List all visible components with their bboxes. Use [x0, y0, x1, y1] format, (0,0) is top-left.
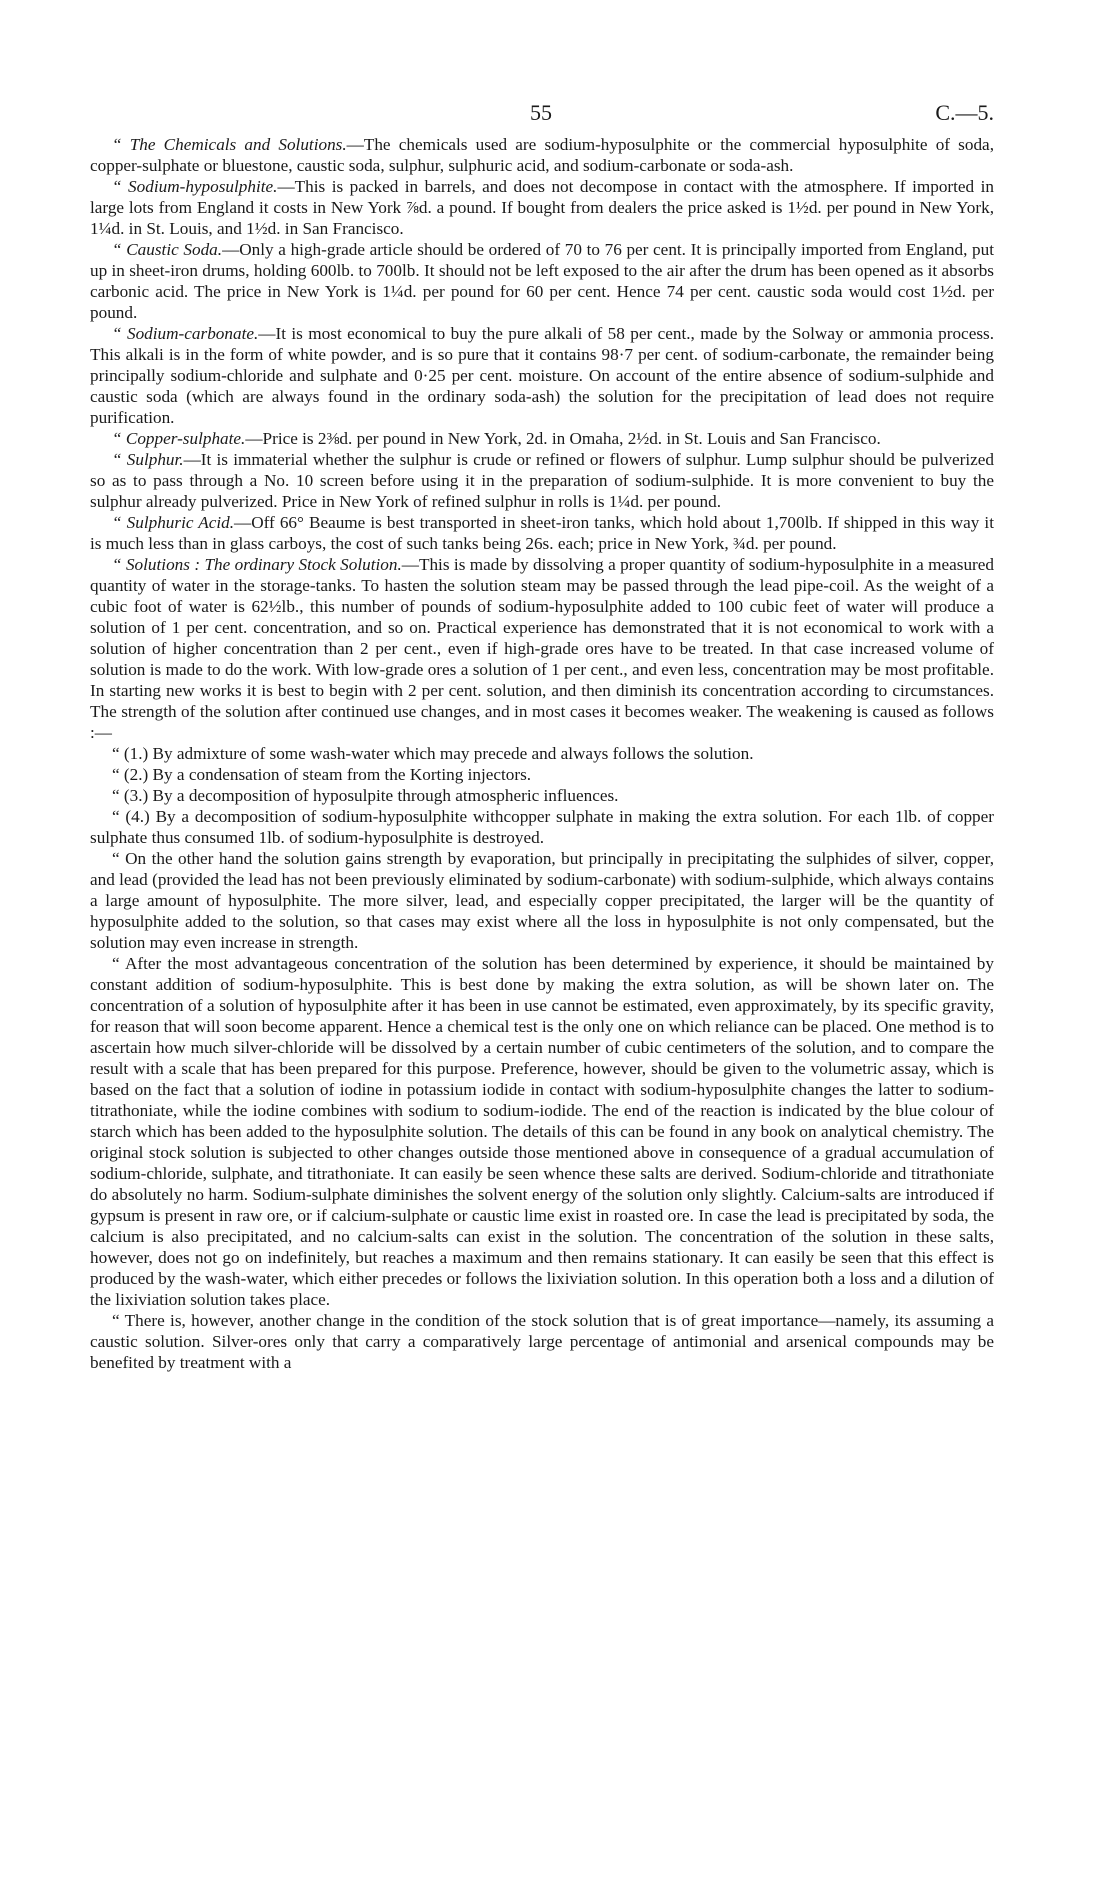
list-item: “ (4.) By a decomposition of sodium-hyposulphite withcopper sulphate in making the extra solution. For each 1lb. of copper sulphate thus consumed 1lb. of sodium-hyposulphite is destroyed.	[90, 807, 994, 847]
paragraph-text: —This is packed in barrels, and does not decompose in contact with the atmosphere. If imported in large lots from England it costs in New York ⅞d. a pound. If bought from dealers the price asked is 1½d. per pound in New York, 1¼d. in St. Louis, and 1½d. in San Francisco.	[90, 177, 995, 238]
paragraph-text: —Price is 2⅜d. per pound in New York, 2d. in Omaha, 2½d. in St. Louis and San Francisco.	[245, 429, 881, 448]
paragraph-caustic-soda	[90, 239, 994, 323]
paragraph-heading: “ Sodium-carbonate.	[112, 324, 259, 343]
document-body	[90, 134, 994, 1373]
paragraph-heading: “ Sulphuric Acid.	[112, 513, 235, 532]
page	[90, 100, 994, 1373]
paragraph-concentration: “ After the most advantageous concentration of the solution has been determined by experience, it should be maintained by constant addition of sodium-hyposulphite. This is best done by making the extra solution, as will be shown later on. The concentration of a solution of hyposulphite after it has been in use cannot be estimated, even approximately, by its specific gravity, for reason that will soon become apparent. Hence a chemical test is the only one on which reliance can be placed. One method is to ascertain how much silver-chloride will be dissolved by a certain number of cubic centimeters of the solution, and to compare the result with a scale that has been prepared for this purpose. Preference, however, should be given to the volumetric assay, which is based on the fact that a solution of iodine in potassium iodide in contact with sodium-hyposulphite changes the latter to sodium-titrathoniate, while the iodine combines with sodium to sodium-iodide. The end of the reaction is indicated by the blue colour of starch which has been added to the hyposulphite solution. The details of this can be found in any book on analytical chemistry. The original stock solution is subjected to other changes outside those mentioned above in consequence of a gradual accumulation of sodium-chloride, sulphate, and titrathoniate. It can easily be seen whence these salts are derived. Sodium-chloride and titrathoniate do absolutely no harm. Sodium-sulphate diminishes the solvent energy of the solution only slightly. Calcium-salts are introduced if gypsum is present in raw ore, or if calcium-sulphate or caustic lime exist in roasted ore. In case the lead is precipitated by soda, the calcium is also precipitated, and no calcium-salts can exist in the solution. The concentration of the solution in these salts, however, does not go on indefinitely, but reaches a maximum and then remains stationary. It can easily be seen that this effect is produced by the wash-water, which either precedes or follows the lixiviation solution. In this operation both a loss and a dilution of the lixiviation solution takes place.	[90, 954, 994, 1309]
document-reference: C.—5.	[935, 100, 994, 125]
paragraph-text: —It is immaterial whether the sulphur is crude or refined or flowers of sulphur. Lump sulphur should be pulverized so as to pass through a No. 10 screen before using it in the preparation of sodium-sulphide. It is more convenient to buy the sulphur already pulverized. Price in New York of refined sulphur in rolls is 1¼d. per pound.	[90, 450, 994, 511]
paragraph-heading: “ Copper-sulphate.	[112, 429, 246, 448]
paragraph-text: —The chemicals used are sodium-hyposulphite or the commercial hyposulphite of soda, copper-sulphate or bluestone, caustic soda, sulphur, sulphuric acid, and sodium-carbonate or soda-ash.	[90, 135, 994, 175]
paragraph-solution-strength: “ On the other hand the solution gains strength by evaporation, but principally in precipitating the sulphides of silver, copper, and lead (provided the lead has not been previously eliminated by sodium-carbonate) with sodium-sulphide, which always contains a large amount of hyposulphite. The more silver, lead, and especially copper precipitated, the larger will be the quantity of hyposulphite added to the solution, so that cases may exist where all the loss in hyposulphite is not only compensated, but the solution may even increase in strength.	[90, 849, 994, 952]
paragraph-heading: “ Caustic Soda.	[112, 240, 223, 259]
paragraph-caustic-change: “ There is, however, another change in the condition of the stock solution that is of great importance—namely, its assuming a caustic solution. Silver-ores only that carry a comparatively large percentage of antimonial and arsenical compounds may be benefited by treatment with a	[90, 1311, 994, 1372]
paragraph-sulphuric-acid	[90, 512, 994, 554]
page-number: 55	[530, 100, 552, 125]
page-header	[90, 100, 994, 134]
paragraph-heading: “ Solutions : The ordinary Stock Solution.	[112, 555, 402, 574]
paragraph-text: —Off 66° Beaume is best transported in sheet-iron tanks, which hold about 1,700lb. If shipped in this way it is much less than in glass carboys, the cost of such tanks being 26s. each; price in New York, ¾d. per pound.	[90, 513, 994, 553]
paragraph-heading: “ Sodium-hyposulphite.	[112, 177, 278, 196]
list-item: “ (3.) By a decomposition of hyposulpite through atmospheric influences.	[112, 786, 619, 805]
paragraph-chemicals	[90, 134, 994, 176]
paragraph-text: —This is made by dissolving a proper quantity of sodium-hyposulphite in a measured quantity of water in the storage-tanks. To hasten the solution steam may be passed through the lead pipe-coil. As the weight of a cubic foot of water is 62½lb., this number of pounds of sodium-hyposulphite added to 100 cubic feet of water will produce a solution of 1 per cent. concentration, and so on. Practical experience has demonstrated that it is not economical to work with a solution of higher concentration than 2 per cent., even if high-grade ores have to be treated. In that case increased volume of solution is made to do the work. With low-grade ores a solution of 1 per cent., and even less, concentration may be most profitable. In starting new works it is best to begin with 2 per cent. solution, and then diminish its concentration according to circumstances. The strength of the solution after continued use changes, and in most cases it becomes weaker. The weakening is caused as follows :—	[90, 555, 994, 742]
paragraph-copper-sulphate	[90, 428, 994, 449]
paragraph-sodium-hyposulphite	[90, 176, 994, 239]
paragraph-sulphur	[90, 449, 994, 512]
paragraph-heading: “ Sulphur.	[112, 450, 184, 469]
list-item: “ (2.) By a condensation of steam from the Korting injectors.	[112, 765, 532, 784]
paragraph-heading: “ The Chemicals and Solutions.	[112, 135, 347, 154]
paragraph-text: —Only a high-grade article should be ordered of 70 to 76 per cent. It is principally imported from England, put up in sheet-iron drums, holding 600lb. to 700lb. It should not be left exposed to the air after the drum has been opened as it absorbs carbonic acid. The price in New York is 1¼d. per pound for 60 per cent. Hence 74 per cent. caustic soda would cost 1½d. per pound.	[90, 240, 994, 322]
list-item: “ (1.) By admixture of some wash-water which may precede and always follows the solution.	[112, 744, 754, 763]
paragraph-sodium-carbonate	[90, 323, 994, 428]
paragraph-text: —It is most economical to buy the pure alkali of 58 per cent., made by the Solway or ammonia process. This alkali is in the form of white powder, and is so pure that it contains 98·7 per cent. of sodium-carbonate, the remainder being principally sodium-chloride and sulphate and 0·25 per cent. moisture. On account of the entire absence of sodium-sulphide and caustic soda (which are always found in the ordinary soda-ash) the solution for the precipitation of lead does not require purification.	[90, 324, 994, 427]
paragraph-stock-solution	[90, 554, 994, 743]
